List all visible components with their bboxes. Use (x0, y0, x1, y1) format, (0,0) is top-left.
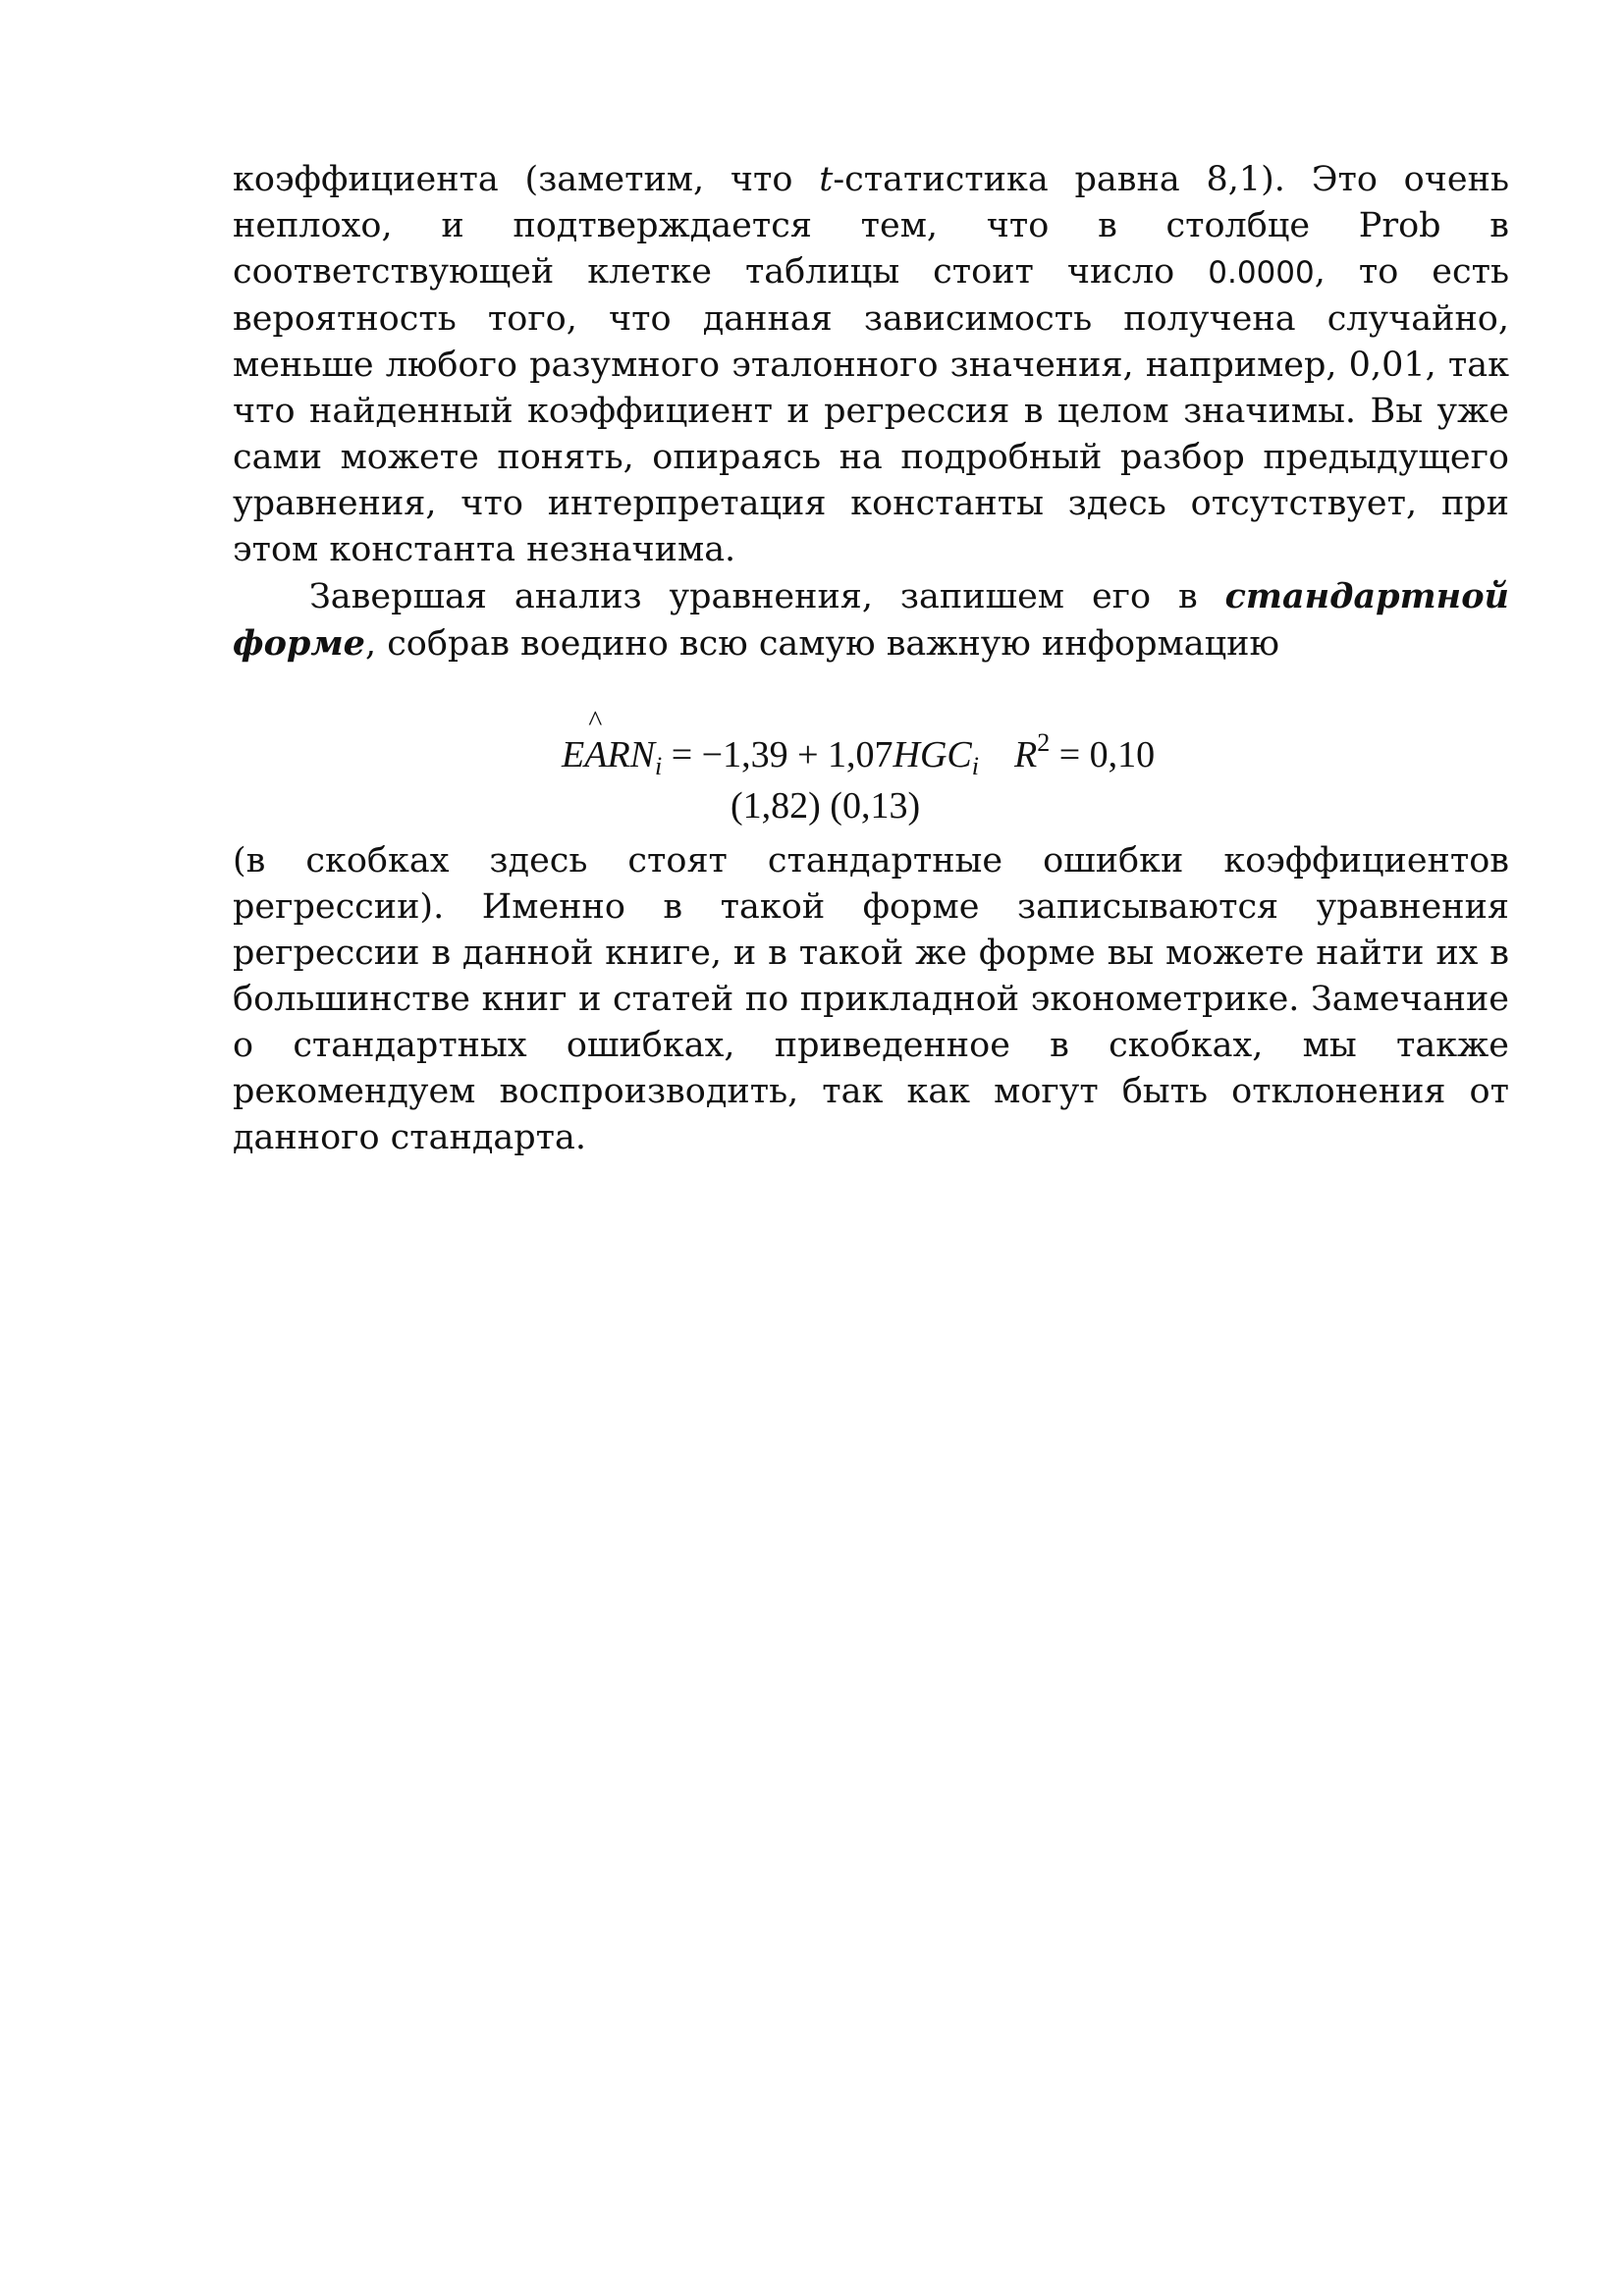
equation-line (562, 705, 1156, 789)
prob-value: 0.0000 (1208, 255, 1315, 291)
document-page (233, 157, 1509, 1161)
regression-equation (233, 677, 1509, 834)
formula-subscript: i (971, 752, 979, 780)
formula-var: E (562, 734, 585, 775)
formula-rhs: = −1,39 + 1,07 (662, 734, 893, 775)
r-squared-exponent: 2 (1037, 728, 1051, 757)
paragraph-standard-form (233, 573, 1509, 667)
t-symbol: t (819, 160, 834, 199)
formula-subscript: i (655, 752, 663, 780)
paragraph-text: , собрав воедино всю самую важную информацию (364, 624, 1279, 664)
paragraph-text: Завершая анализ уравнения, запишем его в (309, 577, 1225, 616)
r-squared-value: = 0,10 (1050, 734, 1156, 775)
formula-var: A (584, 734, 608, 775)
formula-var: HGC (893, 734, 972, 775)
standard-errors: (1,82) (0,13) (731, 785, 921, 827)
paragraph-text: , то есть вероятность того, что данная зависимость получена случайно, меньше любого разумного эталонного значения, например, 0,01, так что найденный коэффициент и регрессия в целом значимы. Вы уже сами можете понять, опираясь на подробный разбор предыдущего уравнения, что интерпретация константы здесь отсутствует, при этом константа незначима. (233, 252, 1510, 569)
hat-letter (584, 705, 608, 777)
paragraph-standard-errors-note: (в скобках здесь стоят стандартные ошибки коэффициентов регрессии). Именно в такой форме записываются уравнения регрессии в данной книге, и в такой же форме вы можете найти их в большинстве книг и статей по прикладной эконометрике. Замечание о стандартных ошибках, приведенное в скобках, мы также рекомендуем воспроизводить, так как могут быть отклонения от данного стандарта. (233, 841, 1509, 1157)
r-squared-var: R (1014, 734, 1038, 775)
paragraph-t-statistic (233, 157, 1509, 573)
formula-var: RN (607, 734, 655, 775)
paragraph-text: -статистика равна 8,1). Это очень неплохо, и подтверждается тем, что в столбце Prob в соответствующей клетке таблицы стоит число (233, 160, 1509, 292)
paragraph-text: коэффициента (заметим, что (233, 160, 820, 199)
hat-symbol: ^ (588, 705, 603, 737)
emphasis-term: стандартной форме (233, 576, 1509, 664)
